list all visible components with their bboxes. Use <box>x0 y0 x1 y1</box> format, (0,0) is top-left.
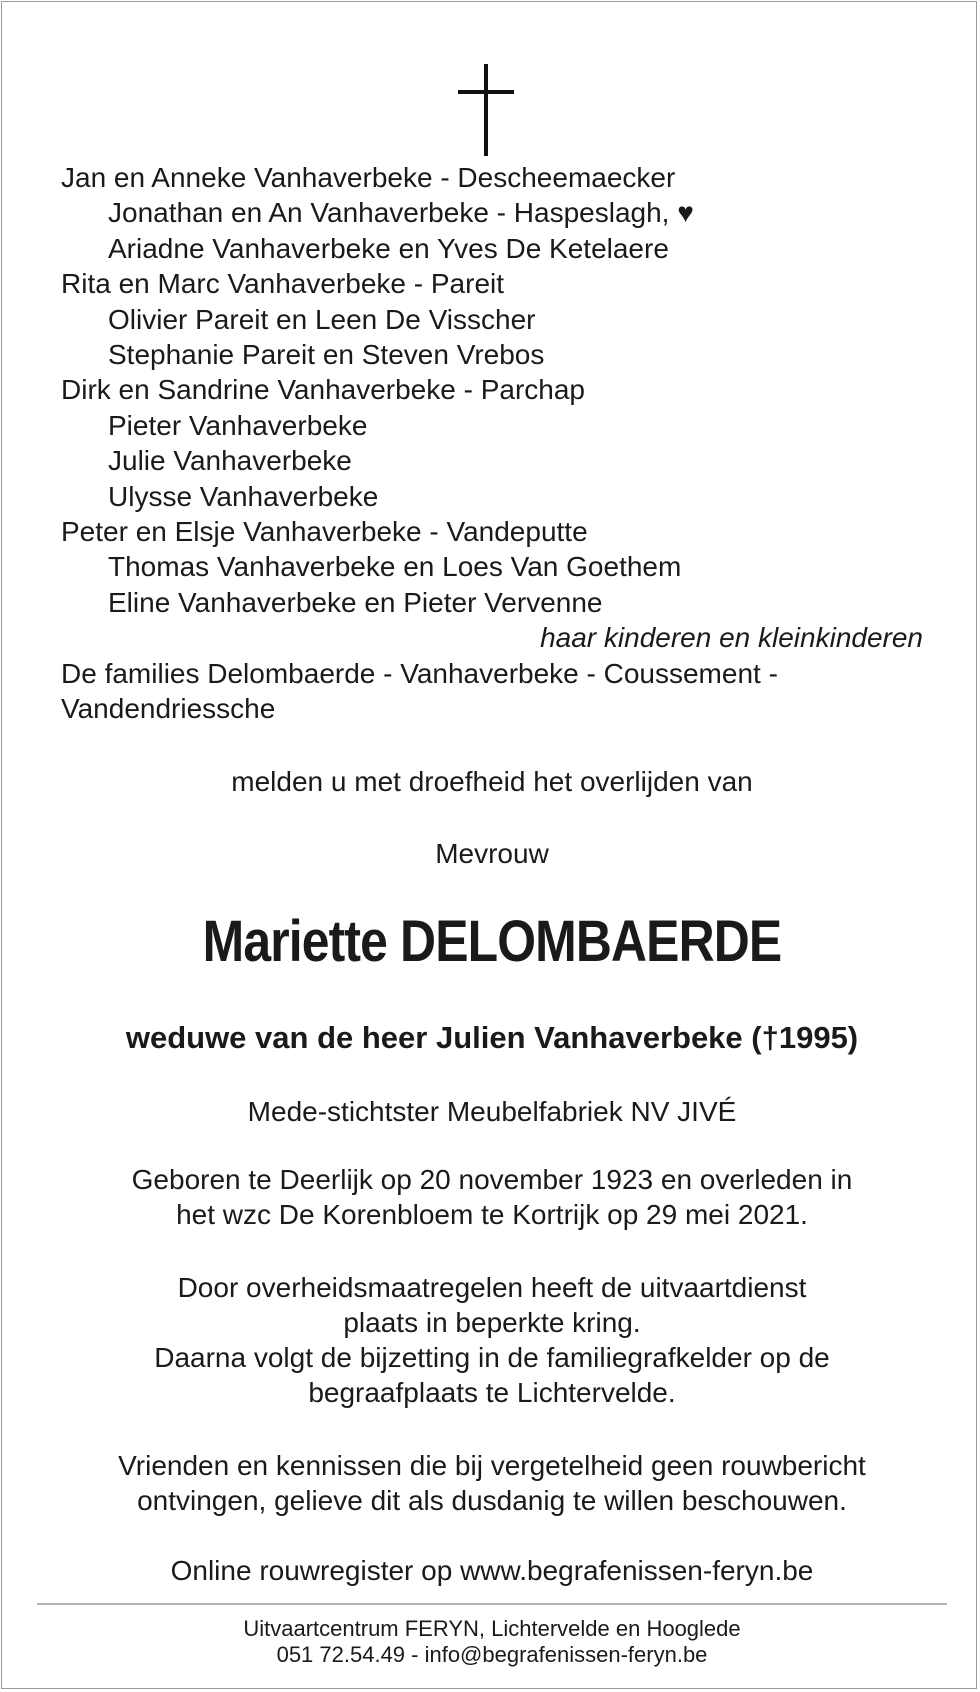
announcement: melden u met droefheid het overlijden van <box>231 766 753 797</box>
service-line: plaats in beperkte kring. <box>343 1307 641 1338</box>
family-line: Stephanie Pareit en Steven Vrebos <box>108 339 545 371</box>
friends-line: ontvingen, gelieve dit als dusdanig te willen beschouwen. <box>137 1485 847 1516</box>
friends-note <box>32 1448 952 1518</box>
friends-line: Vrienden en kennissen die bij vergetelheid geen rouwbericht <box>118 1450 866 1481</box>
service-line: begraafplaats te Lichtervelde. <box>308 1377 676 1408</box>
footer-company: Uitvaartcentrum FERYN, Lichtervelde en Hooglede <box>243 1616 741 1641</box>
family-line: Julie Vanhaverbeke <box>108 445 352 477</box>
family-line: Olivier Pareit en Leen De Visscher <box>108 303 536 335</box>
footer <box>32 1616 952 1668</box>
cross-icon <box>458 64 514 156</box>
family-signature: haar kinderen en kleinkinderen <box>540 622 923 654</box>
family-line: Ariadne Vanhaverbeke en Yves De Ketelaere <box>108 232 669 264</box>
service-line: Door overheidsmaatregelen heeft de uitvaartdienst <box>177 1272 807 1303</box>
divider <box>37 1603 947 1605</box>
deceased-name: Mariette DELOMBAERDE <box>202 909 782 974</box>
widow-of: weduwe van de heer Julien Vanhaverbeke (†1995) <box>125 1020 859 1055</box>
birth-death <box>32 1162 952 1232</box>
family-line: Pieter Vanhaverbeke <box>108 409 368 441</box>
family-list <box>61 160 931 727</box>
service-line: Daarna volgt de bijzetting in de familiegrafkelder op de <box>154 1342 830 1373</box>
family-line: De families Delombaerde - Vanhaverbeke - Coussement - <box>61 657 778 689</box>
online-register: Online rouwregister op www.begrafenissen-feryn.be <box>170 1555 814 1586</box>
birth-death-line: het wzc De Korenbloem te Kortrijk op 29 mei 2021. <box>176 1199 808 1230</box>
service-info <box>32 1270 952 1410</box>
role: Mede-stichtster Meubelfabriek NV JIVÉ <box>247 1096 737 1127</box>
family-line: Ulysse Vanhaverbeke <box>108 480 379 512</box>
obituary-card <box>1 1 977 1689</box>
family-line: Vandendriessche <box>61 693 276 725</box>
family-line: Eline Vanhaverbeke en Pieter Vervenne <box>108 586 603 618</box>
family-line: Jonathan en An Vanhaverbeke - Haspeslagh, ♥ <box>108 197 694 229</box>
family-line: Rita en Marc Vanhaverbeke - Pareit <box>61 268 505 300</box>
family-line: Dirk en Sandrine Vanhaverbeke - Parchap <box>61 374 586 406</box>
family-line: Thomas Vanhaverbeke en Loes Van Goethem <box>108 551 682 583</box>
family-line: Peter en Elsje Vanhaverbeke - Vandeputte <box>61 516 588 548</box>
salutation: Mevrouw <box>435 838 549 869</box>
family-line: Jan en Anneke Vanhaverbeke - Descheemaecker <box>61 162 676 193</box>
birth-death-line: Geboren te Deerlijk op 20 november 1923 en overleden in <box>131 1164 853 1195</box>
footer-contact: 051 72.54.49 - info@begrafenissen-feryn.be <box>276 1642 708 1667</box>
